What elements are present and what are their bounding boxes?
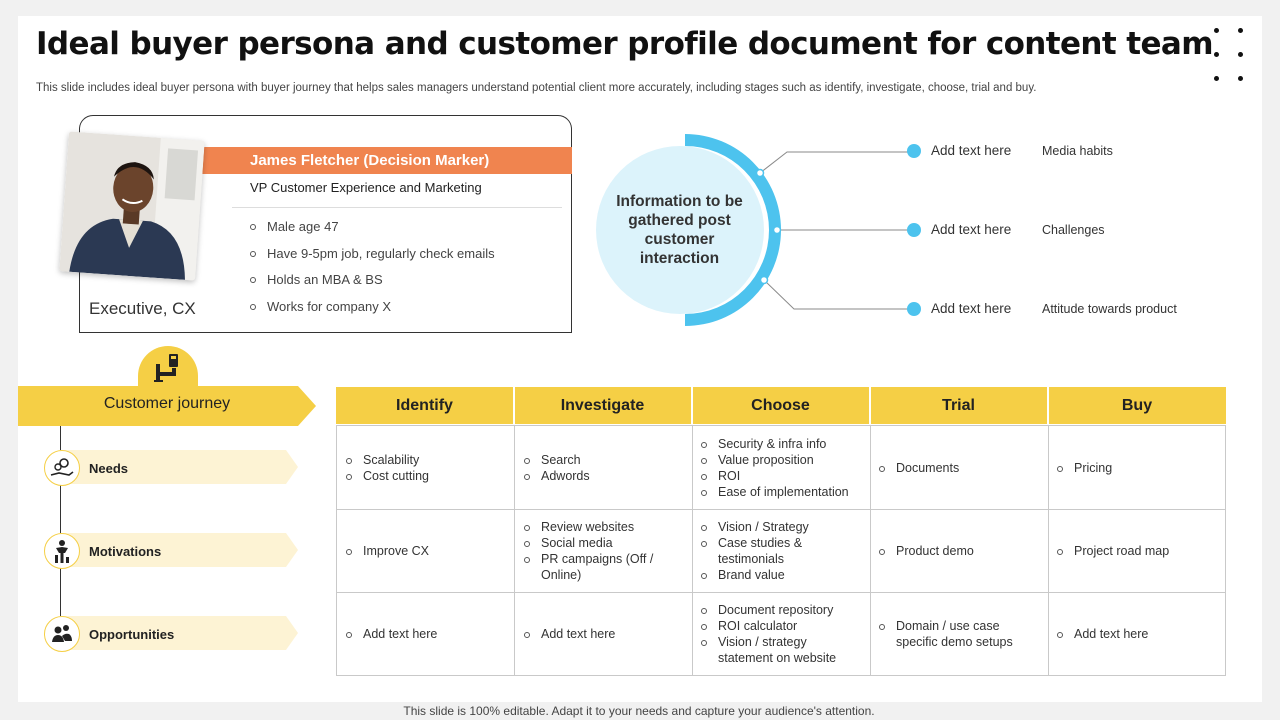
- cell-item: Adwords: [524, 468, 684, 484]
- bullet-icon: [879, 624, 885, 630]
- info-center-text: Information to be gathered post customer interaction: [616, 193, 743, 267]
- table-col-divider: [692, 426, 693, 675]
- persona-caption: Executive, CX: [89, 299, 196, 318]
- cell-item: Social media: [524, 535, 684, 551]
- table-cell: [346, 509, 506, 592]
- bullet-icon: [346, 474, 352, 480]
- bullet-icon: [701, 442, 707, 448]
- cell-item: Documents: [879, 460, 1039, 476]
- opportunities-icon: [44, 616, 80, 652]
- table-cell: [701, 509, 861, 592]
- persona-attributes: [250, 219, 495, 325]
- table-cell: [1057, 426, 1217, 509]
- cell-item: Project road map: [1057, 543, 1217, 559]
- cell-item: Security & infra info: [701, 436, 865, 452]
- info-marker: [907, 144, 921, 158]
- bullet-icon: [524, 541, 530, 547]
- cell-item: Pricing: [1057, 460, 1217, 476]
- bullet-icon: [346, 632, 352, 638]
- bullet-icon: [524, 474, 530, 480]
- bullet-icon: [701, 474, 707, 480]
- connector-dot: [774, 227, 781, 234]
- journey-label: Customer journey: [103, 395, 231, 412]
- cell-item: Review websites: [524, 519, 684, 535]
- connector-dot: [757, 170, 764, 177]
- info-item-text: Add text here: [931, 301, 1012, 316]
- bullet-icon: [1057, 466, 1063, 472]
- bullet-icon: [250, 251, 256, 257]
- persona-attribute: Have 9-5pm job, regularly check emails: [250, 246, 495, 273]
- bullet-icon: [701, 573, 707, 579]
- info-marker: [907, 223, 921, 237]
- persona-divider: [232, 207, 562, 208]
- table-cell: [1057, 592, 1217, 675]
- persona-role: VP Customer Experience and Marketing: [250, 180, 482, 195]
- connector-line: [760, 152, 914, 173]
- cell-item: Improve CX: [346, 543, 506, 559]
- table-cell: [879, 592, 1039, 675]
- table-header-cell: Buy: [1121, 397, 1153, 414]
- table-header-cell: Choose: [751, 397, 810, 414]
- row-label-text: Opportunities: [89, 627, 175, 642]
- table-col-divider: [514, 426, 515, 675]
- bullet-icon: [524, 632, 530, 638]
- table-cell: [701, 592, 861, 675]
- table-col-divider: [870, 426, 871, 675]
- bullet-icon: [250, 304, 256, 310]
- persona-attribute: Holds an MBA & BS: [250, 272, 495, 299]
- cell-item: Add text here: [346, 626, 506, 642]
- bullet-icon: [346, 458, 352, 464]
- table-cell: [1057, 509, 1217, 592]
- table-col-divider: [1048, 426, 1049, 675]
- cell-item: Vision / Strategy: [701, 519, 861, 535]
- persona-name: James Fletcher (Decision Marker): [199, 147, 572, 174]
- persona-attribute: Works for company X: [250, 299, 495, 326]
- connector-dot: [761, 277, 768, 284]
- bullet-icon: [701, 490, 707, 496]
- cell-item: Product demo: [879, 543, 1039, 559]
- table-cell: [346, 592, 506, 675]
- table-cell: [524, 592, 684, 675]
- page-subtitle: This slide includes ideal buyer persona with buyer journey that helps sales managers understand potential client more accurately, including stages such as identify, investigate, choose, trial and buy.: [36, 82, 1037, 94]
- table-header-cell: Trial: [942, 397, 975, 414]
- bullet-icon: [250, 224, 256, 230]
- cell-item: Add text here: [524, 626, 684, 642]
- table-header-cell: Identify: [396, 397, 453, 414]
- cell-item: ROI: [701, 468, 865, 484]
- table-cell: [701, 426, 865, 509]
- persona-photo: [59, 131, 204, 280]
- more-options-icon[interactable]: [1208, 22, 1248, 86]
- row-label-text: Needs: [89, 461, 129, 476]
- bullet-icon: [879, 549, 885, 555]
- bullet-icon: [701, 541, 707, 547]
- bullet-icon: [524, 458, 530, 464]
- bullet-icon: [524, 525, 530, 531]
- info-item-label: Challenges: [1042, 223, 1105, 237]
- cell-item: Value proposition: [701, 452, 865, 468]
- row-label-text: Motivations: [89, 544, 162, 559]
- cell-item: Document repository: [701, 602, 861, 618]
- bullet-icon: [701, 624, 707, 630]
- bullet-icon: [524, 557, 530, 563]
- table-cell: [346, 426, 506, 509]
- info-item-label: Media habits: [1042, 144, 1113, 158]
- bullet-icon: [346, 549, 352, 555]
- table-cell: [524, 509, 684, 592]
- cell-item: Case studies & testimonials: [701, 535, 861, 567]
- info-item-label: Attitude towards product: [1042, 302, 1177, 316]
- bullet-icon: [701, 640, 707, 646]
- bullet-icon: [1057, 549, 1063, 555]
- bullet-icon: [879, 466, 885, 472]
- needs-icon: [44, 450, 80, 486]
- cell-item: PR campaigns (Off / Online): [524, 551, 684, 583]
- bullet-icon: [250, 277, 256, 283]
- table-header: [336, 387, 1226, 424]
- bullet-icon: [701, 458, 707, 464]
- persona-attribute: Male age 47: [250, 219, 495, 246]
- cell-item: Search: [524, 452, 684, 468]
- cell-item: Vision / strategy statement on website: [701, 634, 861, 666]
- cell-item: Scalability: [346, 452, 506, 468]
- bullet-icon: [701, 608, 707, 614]
- cell-item: Ease of implementation: [701, 484, 865, 500]
- info-item-text: Add text here: [931, 143, 1012, 158]
- info-marker: [907, 302, 921, 316]
- cell-item: Add text here: [1057, 626, 1217, 642]
- cell-item: Brand value: [701, 567, 861, 583]
- table-cell: [524, 426, 684, 509]
- table-cell: [879, 426, 1039, 509]
- info-item-text: Add text here: [931, 222, 1012, 237]
- motivations-icon: [44, 533, 80, 569]
- bullet-icon: [1057, 632, 1063, 638]
- page-title: Ideal buyer persona and customer profile document for content team: [36, 26, 1213, 62]
- table-cell: [879, 509, 1039, 592]
- table-header-cell: Investigate: [560, 397, 645, 414]
- footer-note: This slide is 100% editable. Adapt it to your needs and capture your audience's attention.: [403, 704, 875, 718]
- bullet-icon: [701, 525, 707, 531]
- cell-item: ROI calculator: [701, 618, 861, 634]
- cell-item: Domain / use case specific demo setups: [879, 618, 1039, 650]
- cell-item: Cost cutting: [346, 468, 506, 484]
- connector-line: [764, 280, 914, 309]
